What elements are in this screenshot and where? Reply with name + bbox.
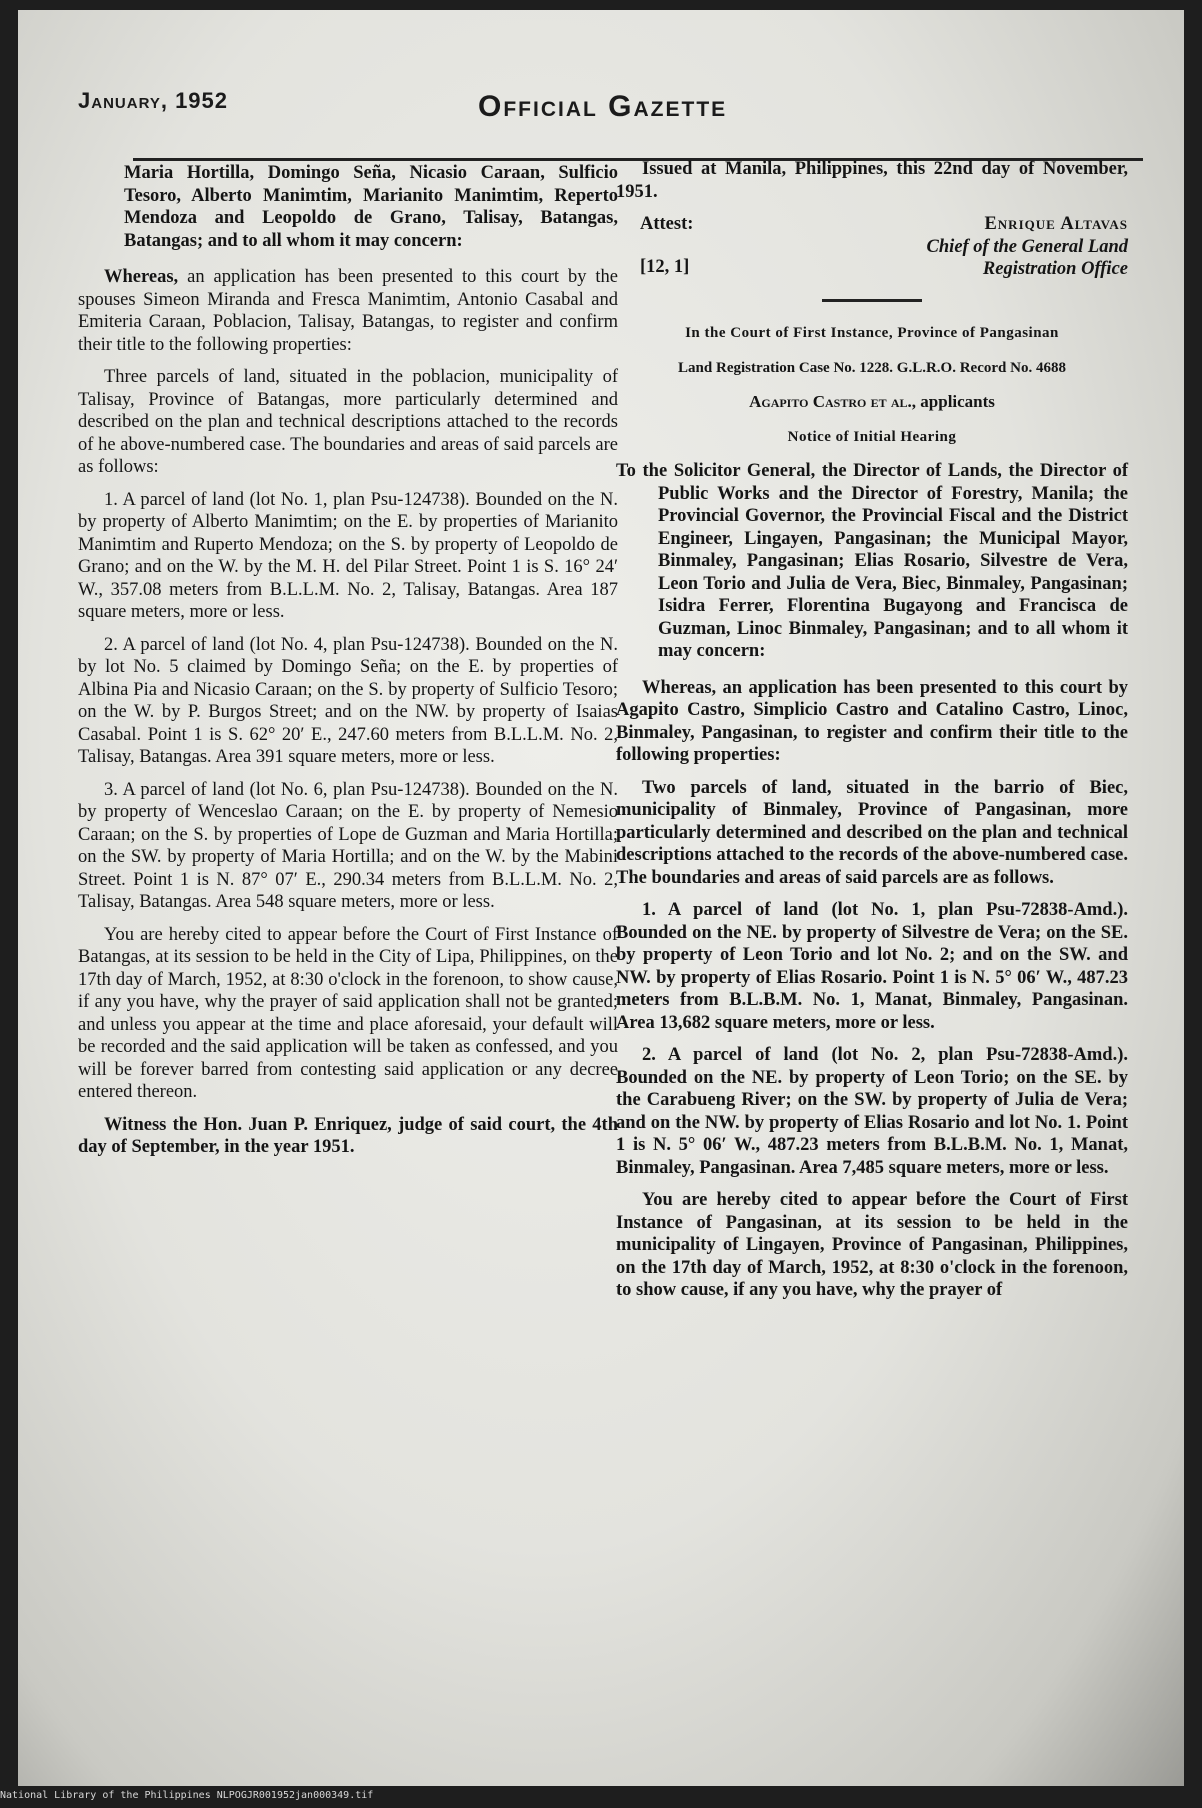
section-separator [822, 299, 922, 302]
witness-paragraph: Witness the Hon. Juan P. Enriquez, judge of said court, the 4th day of September, in the year 1951. [78, 1114, 618, 1157]
applicant-suffix: , applicants [911, 392, 995, 411]
court-heading: In the Court of First Instance, Province of Pangasinan [685, 324, 1059, 341]
signer-name: Enrique Altavas [984, 214, 1128, 234]
citation-paragraph-right: You are hereby cited to appear before the Court of First Instance of Pangasinan, at its session to be held in the municipality of Lingayen, Province of Pangasinan, Philippines, on the 17th day of March, 1952, at 8:30 o'clock in the forenoon, to show cause, if any you have, why the prayer of [616, 1190, 1128, 1300]
whereas-text: an application has been presented to this court by the spouses Simeon Miranda and Fresca Manimtim, Antonio Casabal and Emiteria Caraan, Poblacion, Talisay, Batangas, to register and confirm their title to the following properties: [78, 267, 618, 355]
attest-label: Attest: [640, 214, 694, 234]
whereas-lead: Whereas, [104, 267, 179, 287]
issued-line: Issued at Manila, Philippines, this 22nd day of November, 1951. [616, 159, 1128, 202]
right-column [616, 158, 1128, 1312]
publication-title: Official Gazette [478, 90, 728, 123]
notice-title: Notice of Initial Hearing [787, 428, 957, 445]
parcel-3: 3. A parcel of land (lot No. 6, plan Psu-124738). Bounded on the N. by property of Wenceslao Caraan; on the E. by property of Nemesio Caraan; on the S. by properties of Lope de Guzman and Maria Hortilla; on the SW. by property of Maria Hortilla; and on the W. by the Mabini Street. Point 1 is N. 87° 07′ E., 290.34 meters from B.L.L.M. No. 2, Talisay, Batangas. Area 548 square meters, more or less. [78, 779, 618, 912]
issue-date: January, 1952 [78, 88, 229, 113]
gazette-page [18, 10, 1184, 1786]
citation-paragraph: You are hereby cited to appear before the Court of First Instance of Batangas, at its session to be held in the City of Lipa, Philippines, on the 17th day of March, 1952, at 8:30 o'clock in the forenoon, to show cause, if any you have, why the prayer of said application shall not be granted; and unless you appear at the time and place aforesaid, your default will be recorded and the said application will be taken as confessed, and you will be forever barred from contesting said application or any decree entered thereon. [78, 924, 618, 1102]
parcels-intro-right: Two parcels of land, situated in the barrio of Biec, municipality of Binmaley, Province of Pangasinan, more particularly determined and described on the plan and technical descriptions attached to the records of the above-numbered case. The boundaries and areas of said parcels are as follows. [616, 777, 1128, 888]
applicant-line [616, 391, 1128, 414]
whereas-paragraph [78, 266, 618, 356]
signature-left [616, 213, 693, 281]
page-header [78, 80, 1138, 140]
signer-title-2: Registration Office [982, 259, 1128, 279]
scan-footer: National Library of the Philippines NLPOGJR001952jan000349.tif [0, 1790, 374, 1801]
parcel-2-right: 2. A parcel of land (lot No. 2, plan Psu-72838-Amd.). Bounded on the NE. by property of Leon Torio; on the SE. by the Carabueng River; on the SW. by property of Julia de Vera; and on the NW. by property of Elias Rosario and lot No. 1. Point 1 is N. 5° 06′ W., 487.23 meters from B.L.B.M. No. 1, Manat, Binmaley, Pangasinan. Area 7,485 square meters, more or less. [616, 1045, 1128, 1178]
case-line: Land Registration Case No. 1228. G.L.R.O. Record No. 4688 [678, 359, 1066, 376]
signature-right [927, 213, 1128, 281]
to-addressees: To the Solicitor General, the Director of Lands, the Director of Public Works and the Director of Forestry, Manila; the Provincial Governor, the Provincial Fiscal and the District Engineer, Lingayen, Pangasinan; the Municipal Mayor, Binmaley, Pangasinan; Elias Rosario, Silvestre de Vera, Leon Torio and Julia de Vera, Biec, Binmaley, Pangasinan; Isidra Ferrer, Florentina Bugayong and Francisca de Guzman, Linoc Binmaley, Pangasinan; and to all whom it may concern: [616, 461, 1128, 661]
signature-block [616, 213, 1128, 281]
parcel-1-right: 1. A parcel of land (lot No. 1, plan Psu-72838-Amd.). Bounded on the NE. by property of Silvestre de Vera; on the SE. by property of Leon Torio and lot No. 2; and on the SW. and NW. by property of Elias Rosario. Point 1 is N. 5° 06′ W., 487.23 meters from B.L.B.M. No. 1, Manat, Binmaley, Pangasinan. Area 13,682 square meters, more or less. [616, 900, 1128, 1033]
applicant-name: Agapito Castro et al. [749, 392, 912, 411]
signer-title-1: Chief of the General Land [926, 236, 1128, 257]
parcel-1: 1. A parcel of land (lot No. 1, plan Psu-124738). Bounded on the N. by property of Alberto Manimtim; on the E. by properties of Marianito Manimtim and Ruperto Mendoza; on the S. by property of Leopoldo de Grano; and on the W. by the M. H. del Pilar Street. Point 1 is S. 16° 24′ W., 357.08 meters from B.L.L.M. No. 2, Talisay, Batangas. Area 187 square meters, more or less. [78, 489, 618, 622]
addressees: Maria Hortilla, Domingo Seña, Nicasio Caraan, Sulficio Tesoro, Alberto Manimtim, Marianito Manimtim, Reperto Mendoza and Leopoldo de Grano, Talisay, Batangas, Batangas; and to all whom it may concern: [124, 163, 618, 251]
left-column [78, 162, 618, 1169]
parcels-intro: Three parcels of land, situated in the poblacion, municipality of Talisay, Province of Batangas, more particularly determined and described on the plan and technical descriptions attached to the records of he above-numbered case. The boundaries and areas of said parcels are as follows: [78, 367, 618, 477]
parcel-2: 2. A parcel of land (lot No. 4, plan Psu-124738). Bounded on the N. by lot No. 5 claimed by Domingo Seña; on the E. by properties of Albina Pia and Nicasio Caraan; on the S. by property of Sulficio Tesoro; on the W. by P. Burgos Street; and on the NW. by property of Isaias Casabal. Point 1 is S. 62° 20′ E., 247.60 meters from B.L.L.M. No. 2, Talisay, Batangas. Area 391 square meters, more or less. [78, 634, 618, 767]
reference-number: [12, 1] [640, 256, 690, 277]
whereas-paragraph-right: Whereas, an application has been presented to this court by Agapito Castro, Simplicio Castro and Catalino Castro, Linoc, Binmaley, Pangasinan, to register and confirm their title to the following properties: [616, 677, 1128, 765]
